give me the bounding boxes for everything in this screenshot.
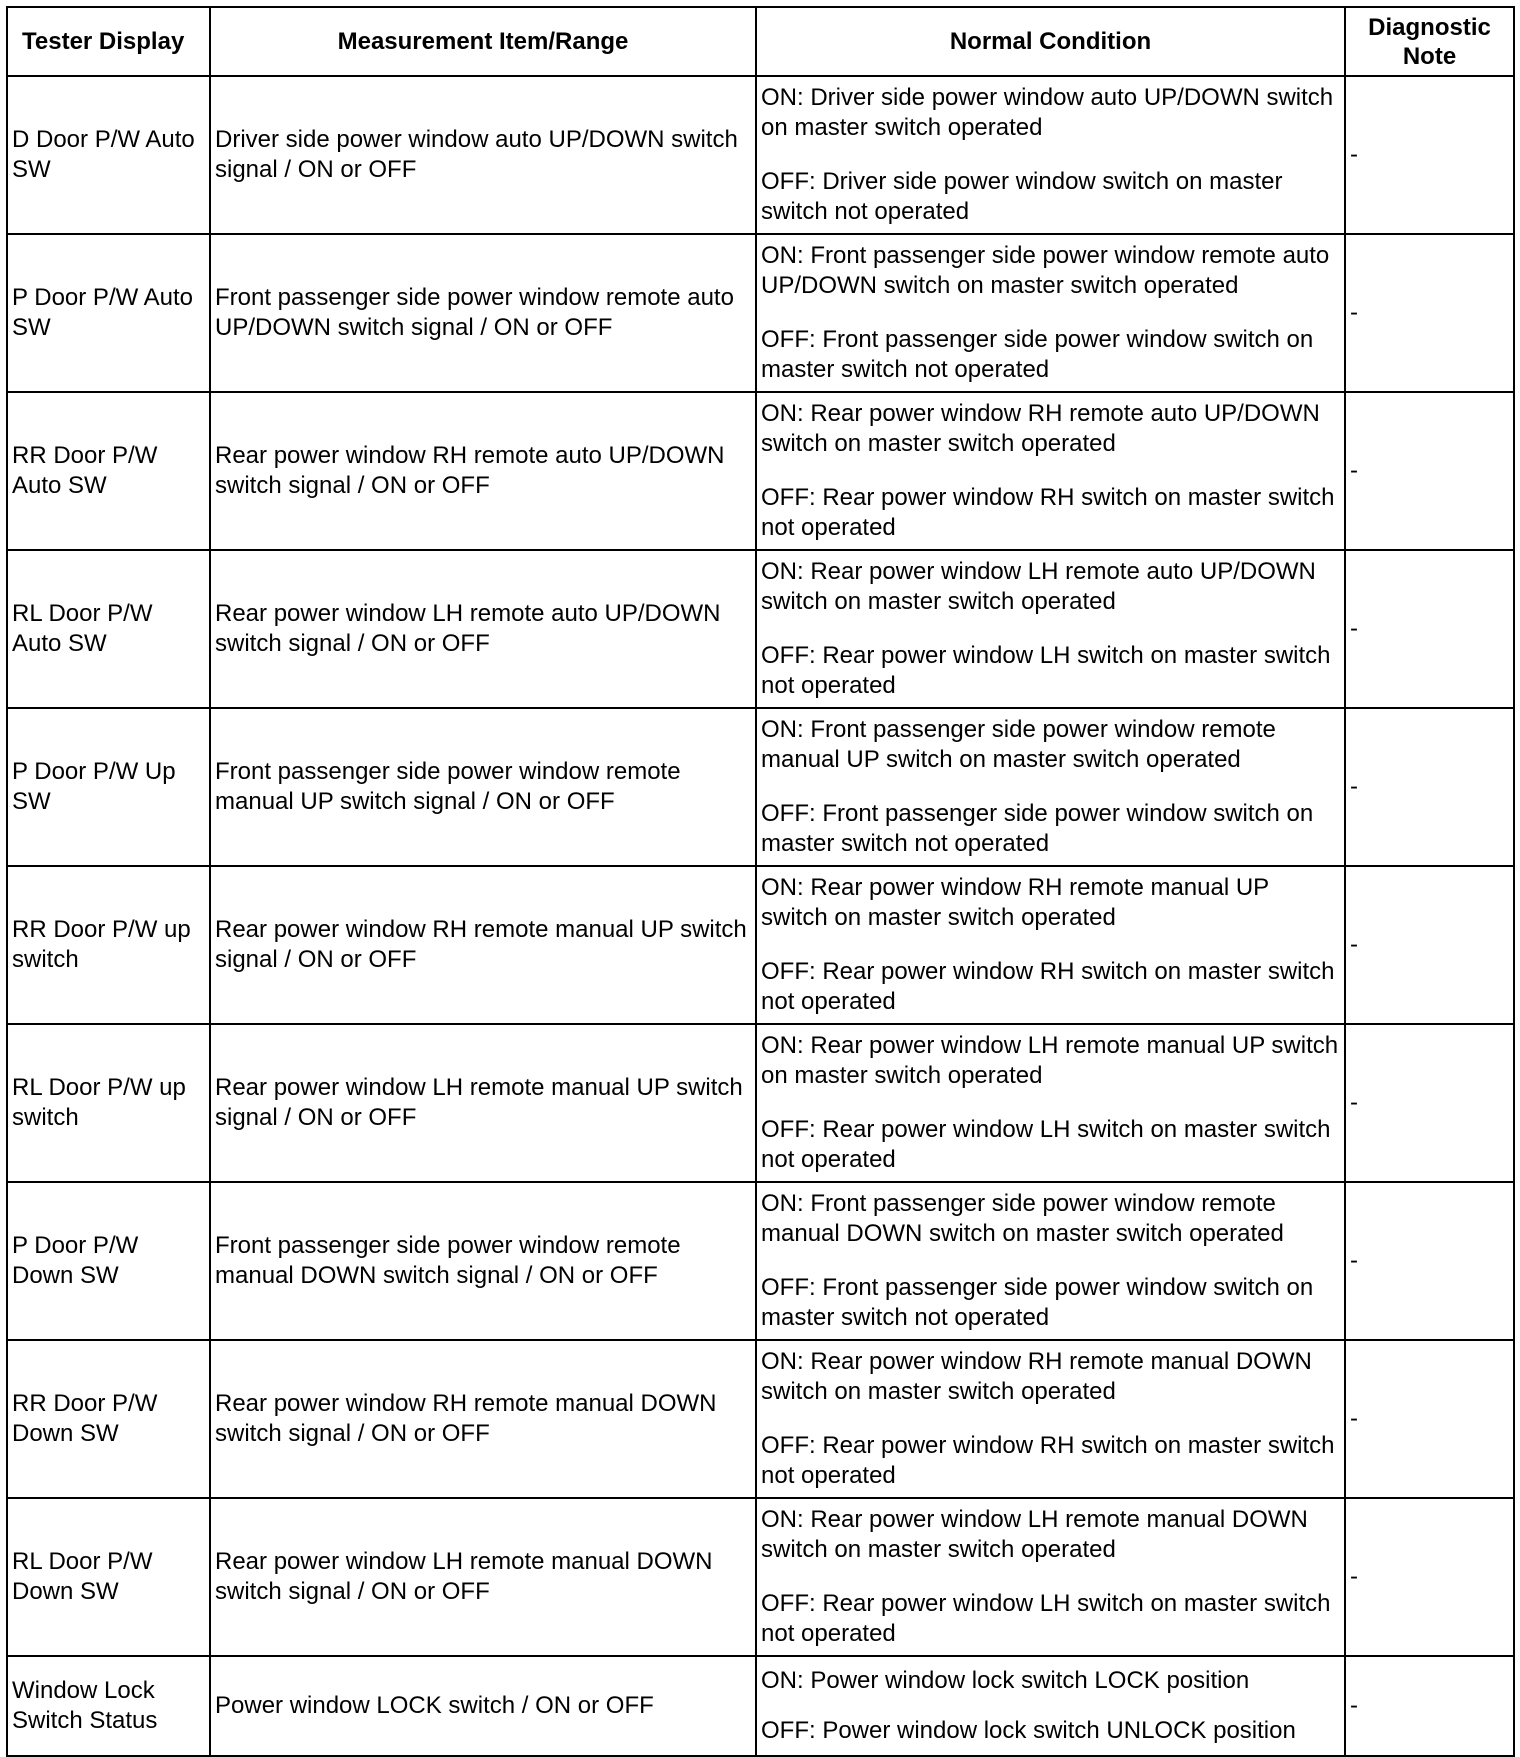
condition-on: ON: Rear power window LH remote manual UP switch on master switch operated (761, 1032, 1339, 1089)
condition-off: OFF: Driver side power window switch on master switch not operated (761, 168, 1283, 225)
measurement-cell: Rear power window RH remote manual DOWN switch signal / ON or OFF (210, 1340, 756, 1498)
diagnostic-note-cell: - (1345, 550, 1514, 708)
condition-off: OFF: Front passenger side power window switch on master switch not operated (761, 326, 1314, 383)
tester-display-cell: RL Door P/W Auto SW (7, 550, 210, 708)
normal-condition-cell (756, 392, 1345, 550)
condition-off: OFF: Rear power window RH switch on master switch not operated (761, 1432, 1335, 1489)
normal-condition-cell (756, 708, 1345, 866)
condition-off: OFF: Rear power window LH switch on master switch not operated (761, 1590, 1331, 1647)
diagnostic-note-cell: - (1345, 708, 1514, 866)
tester-display-cell: P Door P/W Up SW (7, 708, 210, 866)
tester-display-cell: RL Door P/W up switch (7, 1024, 210, 1182)
measurement-cell: Driver side power window auto UP/DOWN switch signal / ON or OFF (210, 76, 756, 234)
condition-on: ON: Front passenger side power window remote manual UP switch on master switch operated (761, 716, 1276, 773)
diagnostic-note-cell: - (1345, 1182, 1514, 1340)
tester-display-cell: RL Door P/W Down SW (7, 1498, 210, 1656)
condition-off: OFF: Front passenger side power window switch on master switch not operated (761, 1274, 1314, 1331)
measurement-cell: Rear power window RH remote auto UP/DOWN switch signal / ON or OFF (210, 392, 756, 550)
condition-on: ON: Power window lock switch LOCK position (761, 1667, 1250, 1694)
tester-display-cell: RR Door P/W Auto SW (7, 392, 210, 550)
diagnostic-note-cell: - (1345, 76, 1514, 234)
condition-on: ON: Rear power window RH remote manual DOWN switch on master switch operated (761, 1348, 1312, 1405)
diagnostic-note-cell: - (1345, 1024, 1514, 1182)
measurement-cell: Front passenger side power window remote manual UP switch signal / ON or OFF (210, 708, 756, 866)
tester-display-cell: RR Door P/W Down SW (7, 1340, 210, 1498)
normal-condition-cell (756, 76, 1345, 234)
table-row (7, 1182, 1514, 1340)
tester-display-cell: RR Door P/W up switch (7, 866, 210, 1024)
condition-on: ON: Driver side power window auto UP/DOWN switch on master switch operated (761, 84, 1334, 141)
diagnostic-note-cell: - (1345, 234, 1514, 392)
condition-on: ON: Front passenger side power window remote auto UP/DOWN switch on master switch operated (761, 242, 1330, 299)
data-list-table (6, 6, 1515, 1757)
table-row (7, 234, 1514, 392)
table-row (7, 708, 1514, 866)
table-row (7, 392, 1514, 550)
condition-on: ON: Rear power window LH remote auto UP/DOWN switch on master switch operated (761, 558, 1316, 615)
normal-condition-cell (756, 1340, 1345, 1498)
measurement-cell: Front passenger side power window remote manual DOWN switch signal / ON or OFF (210, 1182, 756, 1340)
header-tester-display: Tester Display (7, 7, 210, 76)
condition-on: ON: Front passenger side power window remote manual DOWN switch on master switch operated (761, 1190, 1284, 1247)
condition-on: ON: Rear power window LH remote manual DOWN switch on master switch operated (761, 1506, 1308, 1563)
diagnostic-note-cell: - (1345, 1340, 1514, 1498)
table-row (7, 76, 1514, 234)
measurement-cell: Front passenger side power window remote auto UP/DOWN switch signal / ON or OFF (210, 234, 756, 392)
normal-condition-cell (756, 1182, 1345, 1340)
condition-off: OFF: Rear power window RH switch on master switch not operated (761, 958, 1335, 1015)
tester-display-cell: P Door P/W Auto SW (7, 234, 210, 392)
measurement-cell: Rear power window LH remote manual UP switch signal / ON or OFF (210, 1024, 756, 1182)
table-row (7, 1498, 1514, 1656)
condition-on: ON: Rear power window RH remote manual UP switch on master switch operated (761, 874, 1269, 931)
header-diagnostic-note: Diagnostic Note (1345, 7, 1514, 76)
table-header-row (7, 7, 1514, 76)
normal-condition-cell (756, 1024, 1345, 1182)
tester-display-cell: D Door P/W Auto SW (7, 76, 210, 234)
diagnostic-note-cell: - (1345, 1498, 1514, 1656)
normal-condition-cell (756, 1656, 1345, 1756)
tester-display-cell: P Door P/W Down SW (7, 1182, 210, 1340)
condition-off: OFF: Power window lock switch UNLOCK position (761, 1717, 1296, 1744)
normal-condition-cell (756, 866, 1345, 1024)
table-row (7, 1340, 1514, 1498)
measurement-cell: Power window LOCK switch / ON or OFF (210, 1656, 756, 1756)
condition-off: OFF: Front passenger side power window switch on master switch not operated (761, 800, 1314, 857)
normal-condition-cell (756, 1498, 1345, 1656)
diagnostic-note-cell: - (1345, 1656, 1514, 1756)
measurement-cell: Rear power window LH remote auto UP/DOWN switch signal / ON or OFF (210, 550, 756, 708)
condition-off: OFF: Rear power window LH switch on master switch not operated (761, 1116, 1331, 1173)
normal-condition-cell (756, 550, 1345, 708)
condition-off: OFF: Rear power window RH switch on master switch not operated (761, 484, 1335, 541)
diagnostic-note-cell: - (1345, 866, 1514, 1024)
table-row (7, 1024, 1514, 1182)
condition-off: OFF: Rear power window LH switch on master switch not operated (761, 642, 1331, 699)
normal-condition-cell (756, 234, 1345, 392)
measurement-cell: Rear power window RH remote manual UP switch signal / ON or OFF (210, 866, 756, 1024)
table-row (7, 1656, 1514, 1756)
header-normal-condition: Normal Condition (756, 7, 1345, 76)
table-row (7, 866, 1514, 1024)
tester-display-cell: Window Lock Switch Status (7, 1656, 210, 1756)
header-measurement-item: Measurement Item/Range (210, 7, 756, 76)
measurement-cell: Rear power window LH remote manual DOWN switch signal / ON or OFF (210, 1498, 756, 1656)
condition-on: ON: Rear power window RH remote auto UP/DOWN switch on master switch operated (761, 400, 1320, 457)
diagnostic-note-cell: - (1345, 392, 1514, 550)
table-row (7, 550, 1514, 708)
